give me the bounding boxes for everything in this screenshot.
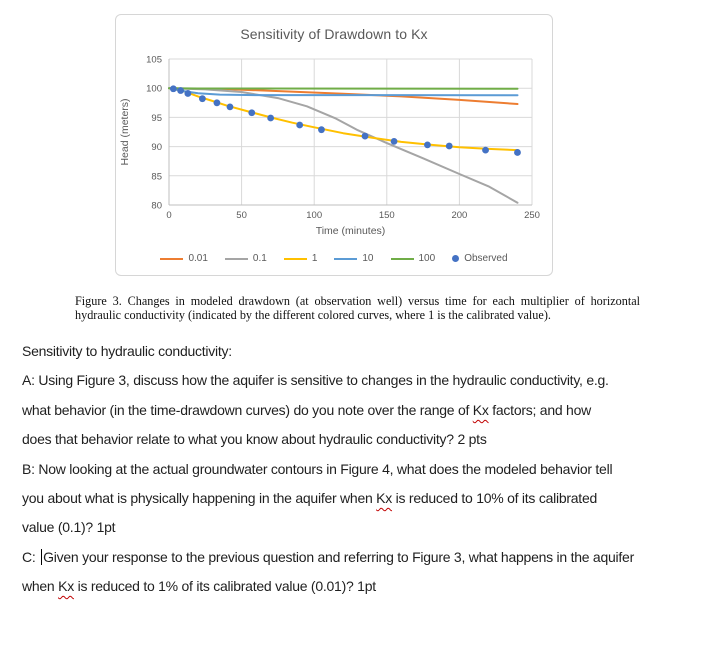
observed-point (184, 90, 191, 97)
doc-line-question-a-1[interactable] (22, 366, 694, 395)
observed-point (318, 126, 325, 133)
kx-misspelled-term: Kx (376, 489, 393, 506)
y-tick-label: 80 (151, 200, 162, 212)
x-tick-label: 200 (451, 210, 468, 221)
y-axis-title: Head (meters) (119, 98, 131, 166)
y-tick-label: 85 (151, 171, 162, 183)
legend-swatch-0.1 (225, 258, 248, 260)
legend-item-100 (391, 253, 436, 264)
caption-line-1: Figure 3. Changes in modeled drawdown (at observation well) versus time for each multiplier of horizontal (75, 294, 640, 308)
kx-misspelled-term: Kx (472, 401, 489, 418)
doc-line-question-b-1[interactable] (22, 455, 694, 484)
legend-swatch-10 (334, 258, 357, 260)
text-cursor (41, 549, 42, 565)
legend-item-10 (334, 253, 373, 264)
doc-text: when (22, 578, 59, 595)
series-line-100 (169, 88, 518, 89)
doc-text: is reduced to 10% of its calibrated (392, 489, 598, 506)
kx-misspelled-term: Kx (58, 578, 74, 595)
doc-text: Sensitivity to hydraulic conductivity: (22, 343, 232, 359)
doc-text: what behavior (in the time-drawdown curves) do you note over the range of (22, 401, 473, 418)
doc-text: C: (22, 548, 40, 565)
legend-swatch-Observed (452, 255, 459, 262)
y-tick-label: 95 (151, 112, 162, 124)
observed-point (424, 141, 431, 148)
x-tick-label: 100 (306, 210, 323, 221)
caption-line-2: hydraulic conductivity (indicated by the different colored curves, where 1 is the calibrated value). (75, 308, 551, 322)
legend-item-Observed (452, 253, 507, 264)
observed-point (248, 109, 255, 116)
figure-caption (75, 294, 640, 322)
observed-point (199, 95, 206, 102)
chart-legend (116, 253, 552, 264)
series-line-1 (169, 88, 518, 150)
legend-label: 10 (362, 253, 374, 264)
legend-item-1 (284, 253, 318, 264)
observed-point (446, 143, 453, 150)
doc-text: factors; and how (488, 401, 591, 418)
doc-text: value (0.1)? 1pt (22, 519, 116, 536)
legend-swatch-1 (284, 258, 307, 260)
doc-text: A: Using Figure 3, discuss how the aquifer is sensitive to changes in the hydraulic conductivity, e.g. (22, 372, 609, 389)
doc-text: is reduced to 1% of its calibrated value (0.01)? 1pt (73, 578, 376, 595)
y-tick-label: 105 (146, 54, 162, 66)
doc-text: B: Now looking at the actual groundwater contours in Figure 4, what does the modeled behavior tell (22, 460, 613, 477)
observed-point (391, 138, 398, 145)
doc-line-question-a-2[interactable] (22, 396, 694, 425)
figure3-chart-object[interactable] (115, 14, 553, 276)
legend-item-0.01 (160, 253, 207, 264)
observed-point (227, 103, 234, 110)
x-tick-label: 250 (524, 210, 540, 221)
doc-line-question-b-2[interactable] (22, 484, 694, 513)
observed-point (296, 122, 303, 129)
doc-text: Given your response to the previous question and referring to Figure 3, what happens in the aquifer (43, 548, 634, 565)
doc-line-heading[interactable] (22, 337, 694, 366)
x-tick-label: 0 (166, 210, 172, 221)
observed-point (170, 85, 177, 92)
legend-label: Observed (464, 253, 508, 264)
observed-point (362, 133, 369, 140)
doc-line-question-c-1[interactable] (22, 543, 694, 572)
observed-point (514, 149, 521, 156)
doc-line-question-c-2[interactable] (22, 572, 694, 601)
doc-text: you about what is physically happening in the aquifer when (22, 489, 377, 506)
legend-swatch-0.01 (160, 258, 183, 260)
x-axis-title: Time (minutes) (315, 225, 386, 237)
legend-label: 0.1 (252, 253, 267, 264)
observed-point (177, 87, 184, 94)
x-tick-label: 50 (236, 210, 247, 221)
doc-line-question-b-3[interactable] (22, 513, 694, 542)
observed-point (214, 99, 221, 106)
legend-label: 1 (311, 253, 318, 264)
chart-title: Sensitivity of Drawdown to Kx (240, 26, 428, 42)
chart-plot-area (116, 45, 554, 241)
x-tick-label: 150 (378, 210, 395, 221)
legend-swatch-100 (391, 258, 414, 260)
legend-item-0.1 (225, 253, 267, 264)
legend-label: 0.01 (188, 253, 208, 264)
legend-label: 100 (418, 253, 436, 264)
doc-line-question-a-3[interactable] (22, 425, 694, 454)
y-tick-label: 100 (146, 83, 162, 95)
observed-point (267, 115, 274, 122)
document-text-area[interactable] (22, 337, 694, 602)
y-tick-label: 90 (151, 142, 162, 154)
doc-text: does that behavior relate to what you know about hydraulic conductivity? 2 pts (22, 431, 487, 448)
observed-point (482, 147, 489, 154)
series-line-0.1 (169, 88, 518, 203)
